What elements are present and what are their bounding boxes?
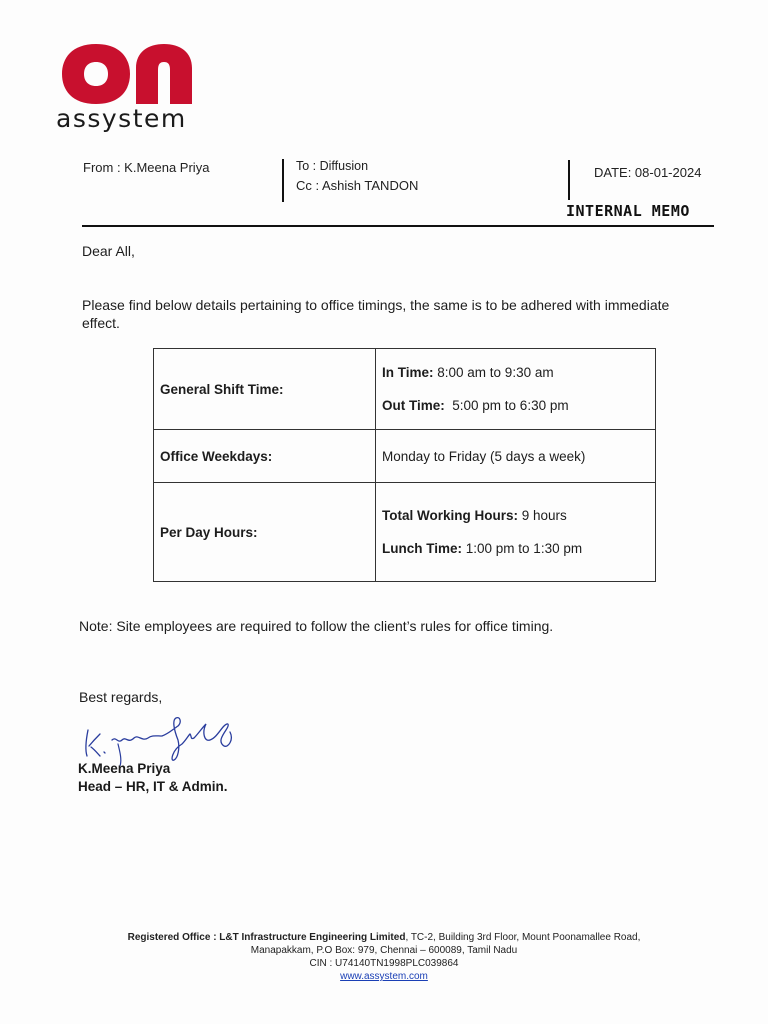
footer-cin: CIN : U74140TN1998PLC039864 bbox=[309, 958, 459, 969]
footer-address-1: , TC-2, Building 3rd Floor, Mount Poonamallee Road, bbox=[405, 932, 641, 943]
footer-address-2: Manapakkam, P.O Box: 979, Chennai – 600089, Tamil Nadu bbox=[250, 945, 518, 956]
header-divider bbox=[568, 160, 570, 200]
memo-date: DATE: 08-01-2024 bbox=[594, 165, 702, 180]
value-key: Total Working Hours: bbox=[382, 508, 518, 523]
row-label: General Shift Time: bbox=[154, 349, 376, 430]
note: Note: Site employees are required to follow the client’s rules for office timing. bbox=[79, 618, 554, 634]
value-key: In Time: bbox=[382, 365, 434, 380]
greeting: Dear All, bbox=[82, 243, 135, 259]
row-value bbox=[376, 349, 656, 430]
header-divider bbox=[282, 159, 284, 202]
table-row bbox=[154, 483, 656, 582]
signatory-name: K.Meena Priya bbox=[78, 761, 171, 776]
row-value bbox=[376, 430, 656, 483]
memo-from: From : K.Meena Priya bbox=[83, 160, 210, 175]
office-timings-table bbox=[153, 348, 656, 582]
handwritten-signature bbox=[78, 700, 238, 770]
header-rule bbox=[82, 225, 714, 227]
memo-title: INTERNAL MEMO bbox=[566, 202, 690, 220]
value-key: Lunch Time: bbox=[382, 541, 463, 556]
memo-to: To : Diffusion bbox=[296, 159, 369, 173]
value-text: 1:00 pm to 1:30 pm bbox=[462, 541, 583, 556]
value-text: 8:00 am to 9:30 am bbox=[433, 365, 554, 380]
footer-registered-office bbox=[0, 931, 768, 944]
closing-regards: Best regards, bbox=[79, 689, 163, 705]
value-key: Out Time: bbox=[382, 398, 445, 413]
footer-company: Registered Office : L&T Infrastructure Engineering Limited bbox=[127, 932, 406, 943]
row-label: Office Weekdays: bbox=[154, 430, 376, 483]
value-text: 5:00 pm to 6:30 pm bbox=[444, 398, 569, 413]
value-text: 9 hours bbox=[518, 508, 567, 523]
signatory-title: Head – HR, IT & Admin. bbox=[78, 779, 228, 794]
intro-paragraph: Please find below details pertaining to office timings, the same is to be adhered with immediate effect. bbox=[82, 297, 670, 331]
logo-wordmark: assystem bbox=[56, 104, 187, 133]
table-row bbox=[154, 430, 656, 483]
table-row bbox=[154, 349, 656, 430]
memo-cc: Cc : Ashish TANDON bbox=[296, 178, 419, 193]
value-text: Monday to Friday (5 days a week) bbox=[382, 448, 586, 464]
row-label: Per Day Hours: bbox=[154, 483, 376, 582]
footer-website-link[interactable]: www.assystem.com bbox=[340, 971, 428, 982]
row-value bbox=[376, 483, 656, 582]
